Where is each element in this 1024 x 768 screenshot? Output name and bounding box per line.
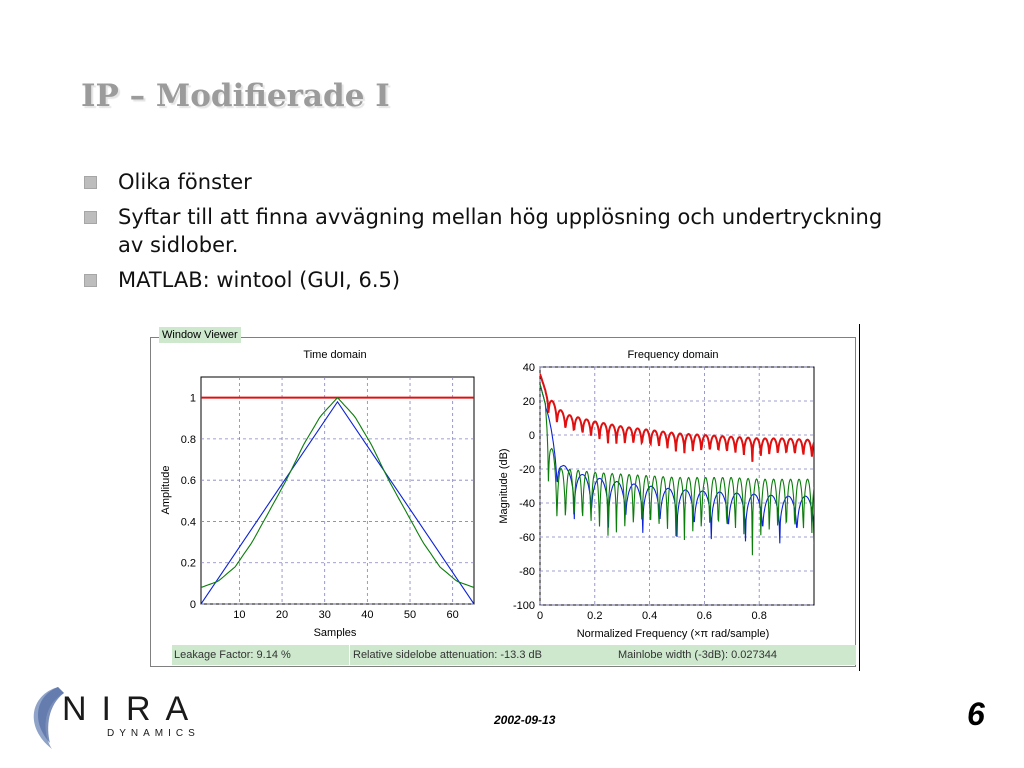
- freq-y-label: Magnitude (dB): [498, 448, 510, 524]
- page-number: 6: [967, 696, 985, 732]
- bullet-text: Syftar till att finna avvägning mellan hög upplösning och undertryckning av sidlober.: [118, 205, 883, 257]
- time-chart-title: Time domain: [303, 349, 367, 361]
- freq-x-tick-label: 0.6: [696, 610, 713, 622]
- time-y-label: Amplitude: [160, 465, 172, 515]
- freq-y-tick-label: -80: [519, 566, 535, 578]
- bullet-text: MATLAB: wintool (GUI, 6.5): [118, 268, 401, 292]
- time-y-tick-label: 0.2: [180, 557, 196, 570]
- freq-y-tick-label: 20: [522, 396, 535, 408]
- bullet-text: Olika fönster: [118, 170, 252, 194]
- freq-x-tick-label: 0.8: [751, 610, 767, 622]
- time-x-tick-label: 30: [318, 609, 331, 621]
- freq-y-tick-label: -100: [512, 600, 535, 612]
- freq-chart-title: Frequency domain: [627, 349, 719, 361]
- time-x-label: Samples: [313, 627, 357, 639]
- freq-y-tick-label: -40: [519, 498, 535, 510]
- freq-x-label: Normalized Frequency (×π rad/sample): [576, 628, 770, 640]
- time-plot-area: [201, 377, 474, 604]
- freq-y-tick-label: 0: [528, 430, 535, 442]
- logo-subtitle: DYNAMICS: [107, 728, 200, 739]
- time-x-tick-label: 40: [361, 609, 374, 621]
- leakage-factor-status: Leakage Factor: 9.14 %: [174, 649, 291, 661]
- time-y-tick-label: 0: [189, 599, 196, 611]
- freq-x-tick-label: 0: [536, 610, 544, 622]
- status-separator: [349, 645, 350, 665]
- slide-title: IP – Modifierade I: [81, 78, 390, 114]
- time-y-tick-label: 0.6: [180, 475, 196, 488]
- status-bar: [172, 645, 856, 665]
- time-y-tick-label: 1: [189, 392, 196, 405]
- freq-x-tick-label: 0.4: [641, 610, 658, 622]
- freq-y-tick-label: 40: [522, 362, 535, 374]
- window-viewer-title: Window Viewer: [159, 327, 241, 343]
- time-y-tick-label: 0.8: [180, 433, 196, 446]
- freq-y-tick-label: -60: [519, 532, 535, 544]
- time-x-tick-label: 20: [275, 609, 289, 621]
- time-x-tick-label: 10: [233, 609, 246, 621]
- time-x-tick-label: 50: [403, 609, 417, 621]
- footer-date: 2002-09-13: [494, 713, 556, 727]
- sidelobe-attenuation-status: Relative sidelobe attenuation: -13.3 dB: [353, 649, 542, 661]
- time-y-tick-label: 0.4: [180, 516, 196, 529]
- mainlobe-width-status: Mainlobe width (-3dB): 0.027344: [618, 649, 777, 661]
- time-x-tick-label: 60: [446, 609, 459, 621]
- freq-x-tick-label: 0.2: [587, 610, 603, 622]
- logo-wordmark: NIRA: [62, 690, 204, 728]
- freq-y-tick-label: -20: [519, 464, 535, 476]
